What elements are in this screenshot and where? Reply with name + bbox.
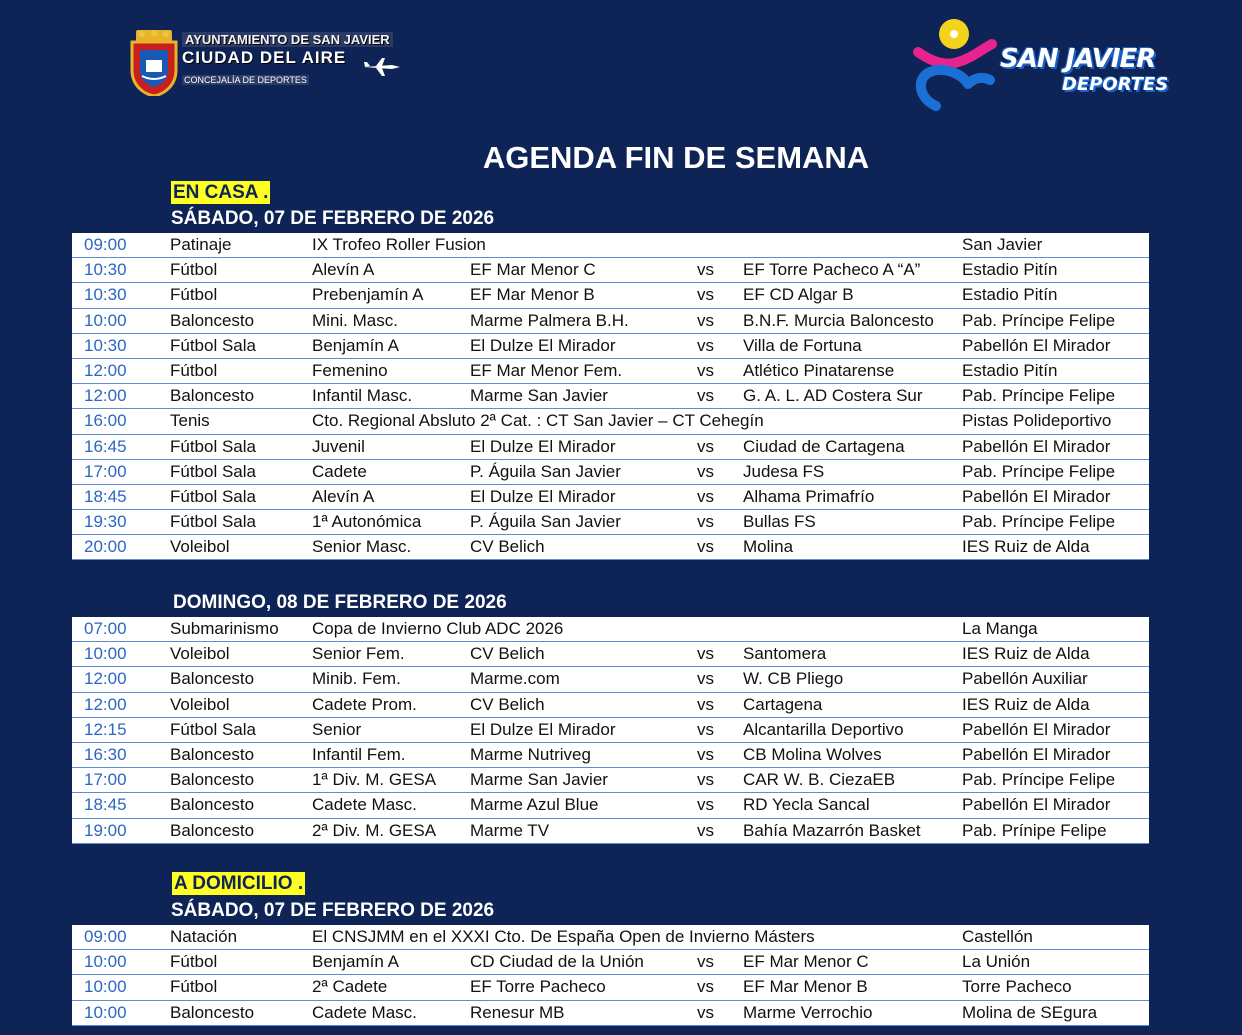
category-cell: 2ª Div. M. GESA (312, 820, 437, 840)
sport-cell: Baloncesto (170, 386, 255, 406)
venue-cell: Castellón (962, 927, 1033, 946)
venue-cell: IES Ruiz de Alda (962, 694, 1090, 714)
away-team-cell: Villa de Fortuna (743, 335, 862, 355)
venue-cell: Pabellón El Mirador (962, 486, 1111, 506)
home-team-cell: EF Mar Menor C (470, 260, 596, 280)
away-team-cell: Ciudad de Cartagena (743, 436, 905, 456)
away-team-cell: Alhama Primafrío (743, 486, 875, 506)
time-cell: 16:30 (84, 744, 127, 764)
vs-cell: vs (697, 512, 714, 532)
table-row (72, 309, 1149, 334)
home-team-cell: Marme San Javier (470, 770, 608, 790)
venue-cell: Pab. Príncipe Felipe (962, 512, 1116, 532)
category-cell: Mini. Masc. (312, 310, 398, 330)
category-cell: Minib. Fem. (312, 669, 401, 689)
home-team-cell: Marme San Javier (470, 386, 608, 406)
venue-cell: Torre Pacheco (962, 977, 1072, 997)
schedule-table-away-saturday (72, 925, 1149, 1026)
sport-cell: Fútbol (170, 285, 218, 305)
sport-cell: Fútbol (170, 260, 218, 280)
away-team-cell: B.N.F. Murcia Baloncesto (743, 310, 934, 330)
away-team-cell: EF Mar Menor B (743, 977, 868, 997)
time-cell: 12:00 (84, 386, 127, 406)
home-team-cell: P. Águila San Javier (470, 512, 621, 532)
sport-cell: Tenis (170, 411, 210, 431)
category-cell: Cadete Masc. (312, 1002, 417, 1022)
category-cell: Infantil Masc. (312, 386, 413, 406)
away-team-cell: Molina (743, 537, 794, 557)
table-row (72, 693, 1149, 718)
vs-cell: vs (697, 360, 714, 380)
sport-cell: Fútbol Sala (170, 335, 256, 355)
sport-cell: Fútbol Sala (170, 461, 256, 481)
sport-cell: Fútbol (170, 360, 218, 380)
vs-cell: vs (697, 386, 714, 406)
ayuntamiento-logo (130, 26, 420, 100)
home-team-cell: El Dulze El Mirador (470, 719, 616, 739)
time-cell: 10:30 (84, 335, 127, 355)
sport-cell: Fútbol Sala (170, 719, 256, 739)
table-row (72, 819, 1149, 844)
time-cell: 10:30 (84, 260, 127, 280)
section-tag-home: EN CASA . (173, 182, 269, 203)
category-cell: 1ª Autonómica (312, 512, 422, 532)
venue-cell: Estadio Pitín (962, 360, 1058, 380)
category-cell: Infantil Fem. (312, 744, 406, 764)
time-cell: 07:00 (84, 619, 127, 638)
home-team-cell: El Dulze El Mirador (470, 335, 616, 355)
venue-cell: IES Ruiz de Alda (962, 537, 1090, 557)
away-team-cell: CB Molina Wolves (743, 744, 882, 764)
ayuntamiento-line: AYUNTAMIENTO DE SAN JAVIER (182, 32, 393, 47)
sport-cell: Baloncesto (170, 795, 255, 815)
vs-cell: vs (697, 952, 714, 972)
sport-cell: Fútbol (170, 952, 218, 972)
sport-cell: Patinaje (170, 235, 232, 254)
table-row (72, 925, 1149, 950)
vs-cell: vs (697, 310, 714, 330)
table-row (72, 667, 1149, 692)
venue-cell: Estadio Pitín (962, 285, 1058, 305)
away-team-cell: W. CB Pliego (743, 669, 844, 689)
away-team-cell: EF CD Algar B (743, 285, 854, 305)
category-cell: Senior (312, 719, 362, 739)
time-cell: 10:00 (84, 952, 127, 972)
table-row (72, 1001, 1149, 1026)
category-cell: Cadete Masc. (312, 795, 417, 815)
table-row (72, 435, 1149, 460)
time-cell: 10:00 (84, 644, 127, 664)
table-row (72, 718, 1149, 743)
day-heading-saturday: SÁBADO, 07 DE FEBRERO DE 2026 (171, 208, 495, 229)
category-cell: Alevín A (312, 260, 375, 280)
venue-cell: Molina de SEgura (962, 1002, 1098, 1022)
venue-cell: Pabellón El Mirador (962, 795, 1111, 815)
venue-cell: Pab. Príncipe Felipe (962, 461, 1116, 481)
home-team-cell: P. Águila San Javier (470, 461, 621, 481)
description-cell: El CNSJMM en el XXXI Cto. De España Open de Invierno Másters (312, 927, 815, 946)
home-team-cell: Renesur MB (470, 1002, 565, 1022)
time-cell: 19:30 (84, 512, 127, 532)
vs-cell: vs (697, 461, 714, 481)
time-cell: 16:00 (84, 411, 127, 431)
sport-cell: Voleibol (170, 644, 230, 664)
sport-cell: Baloncesto (170, 770, 255, 790)
vs-cell: vs (697, 669, 714, 689)
away-team-cell: RD Yecla Sancal (743, 795, 870, 815)
venue-cell: Pabellón El Mirador (962, 335, 1111, 355)
sport-cell: Submarinismo (170, 619, 279, 638)
category-cell: 1ª Div. M. GESA (312, 770, 437, 790)
away-team-cell: Judesa FS (743, 461, 825, 481)
time-cell: 18:45 (84, 795, 127, 815)
home-team-cell: EF Mar Menor B (470, 285, 595, 305)
home-team-cell: EF Mar Menor Fem. (470, 360, 623, 380)
time-cell: 10:00 (84, 977, 127, 997)
table-row (72, 950, 1149, 975)
category-cell: 2ª Cadete (312, 977, 388, 997)
category-cell: Femenino (312, 360, 388, 380)
venue-cell: Pab. Prínipe Felipe (962, 820, 1107, 840)
venue-cell: La Manga (962, 619, 1038, 638)
description-cell: IX Trofeo Roller Fusion (312, 235, 486, 254)
venue-cell: La Unión (962, 952, 1031, 972)
venue-cell: Pab. Príncipe Felipe (962, 770, 1116, 790)
airplane-icon (362, 56, 402, 78)
home-team-cell: El Dulze El Mirador (470, 486, 616, 506)
vs-cell: vs (697, 1002, 714, 1022)
athlete-icon (912, 18, 1002, 112)
vs-cell: vs (697, 795, 714, 815)
time-cell: 12:00 (84, 669, 127, 689)
away-team-cell: EF Torre Pacheco A “A” (743, 260, 921, 280)
sport-cell: Baloncesto (170, 744, 255, 764)
away-team-cell: Cartagena (743, 694, 823, 714)
sport-cell: Voleibol (170, 694, 230, 714)
category-cell: Alevín A (312, 486, 375, 506)
vs-cell: vs (697, 436, 714, 456)
time-cell: 20:00 (84, 537, 127, 557)
time-cell: 10:30 (84, 285, 127, 305)
venue-cell: Pab. Príncipe Felipe (962, 310, 1116, 330)
venue-cell: San Javier (962, 235, 1043, 254)
san-javier-deportes-logo (912, 18, 1172, 114)
time-cell: 12:00 (84, 360, 127, 380)
home-team-cell: EF Torre Pacheco (470, 977, 606, 997)
time-cell: 12:15 (84, 719, 127, 739)
page-title: AGENDA FIN DE SEMANA (482, 140, 870, 175)
home-team-cell: CD Ciudad de la Unión (470, 952, 644, 972)
table-row (72, 535, 1149, 560)
away-team-cell: CAR W. B. CiezaEB (743, 770, 896, 790)
time-cell: 09:00 (84, 235, 127, 254)
description-cell: Copa de Invierno Club ADC 2026 (312, 619, 564, 638)
time-cell: 17:00 (84, 770, 127, 790)
sport-cell: Natación (170, 927, 238, 946)
table-row (72, 233, 1149, 258)
table-row (72, 359, 1149, 384)
table-row (72, 743, 1149, 768)
home-team-cell: Marme Palmera B.H. (470, 310, 629, 330)
sport-cell: Baloncesto (170, 669, 255, 689)
sport-cell: Baloncesto (170, 1002, 255, 1022)
category-cell: Cadete Prom. (312, 694, 417, 714)
table-row (72, 334, 1149, 359)
vs-cell: vs (697, 486, 714, 506)
table-row (72, 975, 1149, 1000)
table-row (72, 460, 1149, 485)
table-row (72, 409, 1149, 434)
venue-cell: IES Ruiz de Alda (962, 644, 1090, 664)
sport-cell: Fútbol Sala (170, 512, 256, 532)
ciudad-del-aire-line: CIUDAD DEL AIRE (182, 48, 347, 67)
home-team-cell: CV Belich (470, 644, 545, 664)
coat-of-arms-icon (130, 30, 178, 96)
time-cell: 19:00 (84, 820, 127, 840)
time-cell: 12:00 (84, 694, 127, 714)
sport-cell: Fútbol Sala (170, 486, 256, 506)
away-team-cell: Marme Verrochio (743, 1002, 873, 1022)
venue-cell: Pabellón El Mirador (962, 744, 1111, 764)
table-row (72, 510, 1149, 535)
category-cell: Juvenil (312, 436, 365, 456)
category-cell: Prebenjamín A (312, 285, 424, 305)
away-team-cell: Bahía Mazarrón Basket (743, 820, 921, 840)
vs-cell: vs (697, 335, 714, 355)
brand-name: SAN JAVIER (1000, 44, 1156, 74)
vs-cell: vs (697, 820, 714, 840)
home-team-cell: CV Belich (470, 694, 545, 714)
time-cell: 16:45 (84, 436, 127, 456)
venue-cell: Pabellón Auxiliar (962, 669, 1088, 689)
home-team-cell: Marme TV (470, 820, 550, 840)
home-team-cell: Marme Azul Blue (470, 795, 599, 815)
table-row (72, 485, 1149, 510)
schedule-table-home-sunday (72, 617, 1149, 844)
table-row (72, 617, 1149, 642)
table-row (72, 258, 1149, 283)
day-heading-away-saturday: SÁBADO, 07 DE FEBRERO DE 2026 (171, 900, 495, 921)
sport-cell: Baloncesto (170, 310, 255, 330)
concejalia-line: CONCEJALÍA DE DEPORTES (184, 75, 307, 85)
time-cell: 18:45 (84, 486, 127, 506)
sport-cell: Voleibol (170, 537, 230, 557)
category-cell: Benjamín A (312, 952, 399, 972)
home-team-cell: Marme Nutriveg (470, 744, 591, 764)
vs-cell: vs (697, 537, 714, 557)
description-cell: Cto. Regional Absluto 2ª Cat. : CT San Javier – CT Cehegín (312, 411, 764, 431)
section-tag-away: A DOMICILIO . (174, 873, 304, 894)
category-cell: Senior Fem. (312, 644, 405, 664)
vs-cell: vs (697, 770, 714, 790)
home-team-cell: El Dulze El Mirador (470, 436, 616, 456)
time-cell: 10:00 (84, 1002, 127, 1022)
away-team-cell: Santomera (743, 644, 827, 664)
table-row (72, 642, 1149, 667)
away-team-cell: Bullas FS (743, 512, 816, 532)
venue-cell: Pabellón El Mirador (962, 436, 1111, 456)
away-team-cell: Alcantarilla Deportivo (743, 719, 904, 739)
venue-cell: Estadio Pitín (962, 260, 1058, 280)
category-cell: Benjamín A (312, 335, 399, 355)
category-cell: Senior Masc. (312, 537, 412, 557)
sport-cell: Fútbol (170, 977, 218, 997)
vs-cell: vs (697, 644, 714, 664)
vs-cell: vs (697, 260, 714, 280)
time-cell: 17:00 (84, 461, 127, 481)
time-cell: 10:00 (84, 310, 127, 330)
table-row (72, 793, 1149, 818)
venue-cell: Pab. Príncipe Felipe (962, 386, 1116, 406)
brand-subtitle: DEPORTES (1062, 74, 1169, 95)
home-team-cell: Marme.com (470, 669, 560, 689)
table-row (72, 768, 1149, 793)
vs-cell: vs (697, 977, 714, 997)
home-team-cell: CV Belich (470, 537, 545, 557)
table-row (72, 283, 1149, 308)
away-team-cell: Atlético Pinatarense (743, 360, 895, 380)
vs-cell: vs (697, 744, 714, 764)
sport-cell: Fútbol Sala (170, 436, 256, 456)
vs-cell: vs (697, 719, 714, 739)
venue-cell: Pabellón El Mirador (962, 719, 1111, 739)
time-cell: 09:00 (84, 927, 127, 946)
vs-cell: vs (697, 694, 714, 714)
schedule-table-home-saturday (72, 233, 1149, 560)
venue-cell: Pistas Polideportivo (962, 411, 1112, 431)
category-cell: Cadete (312, 461, 367, 481)
away-team-cell: G. A. L. AD Costera Sur (743, 386, 923, 406)
sport-cell: Baloncesto (170, 820, 255, 840)
day-heading-sunday: DOMINGO, 08 DE FEBRERO DE 2026 (173, 592, 507, 613)
table-row (72, 384, 1149, 409)
away-team-cell: EF Mar Menor C (743, 952, 869, 972)
vs-cell: vs (697, 285, 714, 305)
